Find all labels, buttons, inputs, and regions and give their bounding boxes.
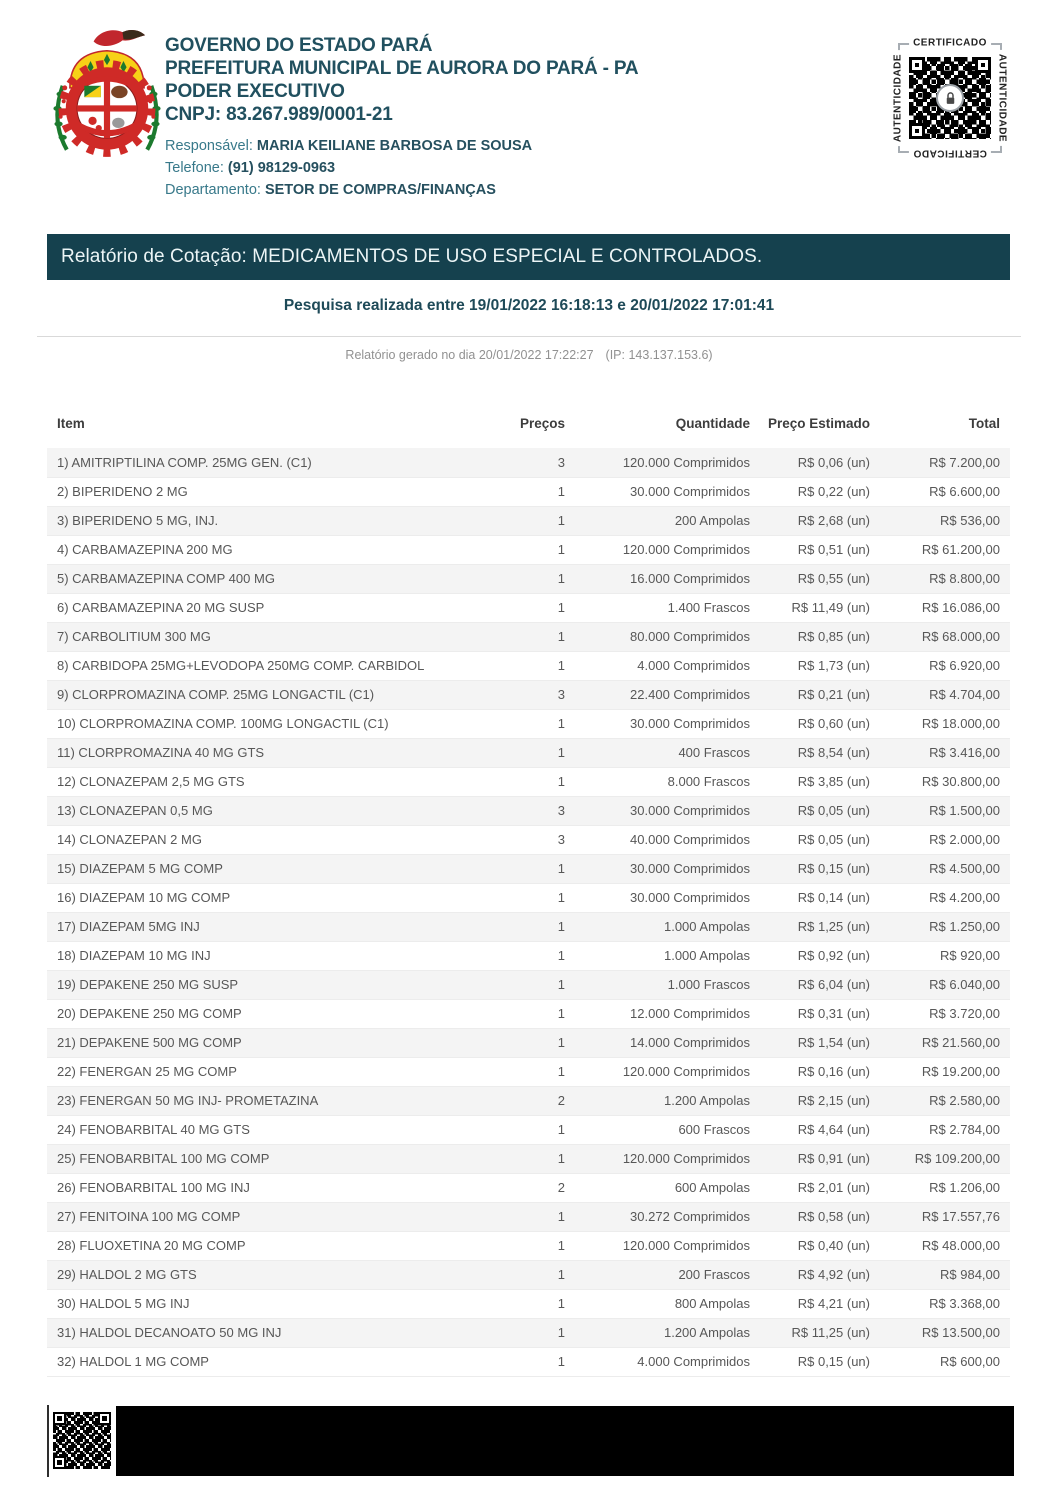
table-row bbox=[47, 1318, 1010, 1347]
contact-block bbox=[165, 135, 638, 201]
total-cell: R$ 984,00 bbox=[870, 1260, 1010, 1289]
quantity-cell: 22.400 Comprimidos bbox=[565, 680, 750, 709]
prices-cell: 2 bbox=[475, 1173, 565, 1202]
quantity-cell: 800 Ampolas bbox=[565, 1289, 750, 1318]
quantity-cell: 80.000 Comprimidos bbox=[565, 622, 750, 651]
table-row bbox=[47, 825, 1010, 854]
item-cell: 18) DIAZEPAM 10 MG INJ bbox=[47, 941, 475, 970]
footer-divider-line bbox=[47, 1405, 49, 1477]
table-row bbox=[47, 593, 1010, 622]
table-row bbox=[47, 535, 1010, 564]
unit-price-cell: R$ 1,54 (un) bbox=[750, 1028, 870, 1057]
quantity-cell: 12.000 Comprimidos bbox=[565, 999, 750, 1028]
unit-price-cell: R$ 2,01 (un) bbox=[750, 1173, 870, 1202]
unit-price-cell: R$ 0,92 (un) bbox=[750, 941, 870, 970]
table-row bbox=[47, 709, 1010, 738]
total-cell: R$ 1.250,00 bbox=[870, 912, 1010, 941]
table-row bbox=[47, 738, 1010, 767]
municipal-coat-of-arms-logo bbox=[50, 26, 164, 160]
item-cell: 17) DIAZEPAM 5MG INJ bbox=[47, 912, 475, 941]
total-cell: R$ 48.000,00 bbox=[870, 1231, 1010, 1260]
quantity-cell: 120.000 Comprimidos bbox=[565, 1144, 750, 1173]
quantity-cell: 30.272 Comprimidos bbox=[565, 1202, 750, 1231]
total-cell: R$ 4.200,00 bbox=[870, 883, 1010, 912]
quantity-cell: 4.000 Comprimidos bbox=[565, 651, 750, 680]
item-cell: 3) BIPERIDENO 5 MG, INJ. bbox=[47, 506, 475, 535]
table-row bbox=[47, 1115, 1010, 1144]
stamp-label-autenticidade-right: AUTENTICIDADE bbox=[997, 50, 1008, 146]
responsible-row bbox=[165, 135, 638, 157]
item-cell: 32) HALDOL 1 MG COMP bbox=[47, 1347, 475, 1376]
table-row bbox=[47, 1144, 1010, 1173]
table-row bbox=[47, 854, 1010, 883]
item-cell: 14) CLONAZEPAN 2 MG bbox=[47, 825, 475, 854]
organization-header bbox=[165, 34, 638, 201]
coat-of-arms-icon bbox=[50, 26, 164, 160]
item-cell: 20) DEPAKENE 250 MG COMP bbox=[47, 999, 475, 1028]
total-cell: R$ 6.040,00 bbox=[870, 970, 1010, 999]
item-cell: 16) DIAZEPAM 10 MG COMP bbox=[47, 883, 475, 912]
table-row bbox=[47, 912, 1010, 941]
prices-cell: 1 bbox=[475, 854, 565, 883]
total-cell: R$ 4.704,00 bbox=[870, 680, 1010, 709]
column-header-estimated-price: Preço Estimado bbox=[767, 415, 870, 431]
item-cell: 7) CARBOLITIUM 300 MG bbox=[47, 622, 475, 651]
quantity-cell: 16.000 Comprimidos bbox=[565, 564, 750, 593]
item-cell: 19) DEPAKENE 250 MG SUSP bbox=[47, 970, 475, 999]
unit-price-cell: R$ 0,91 (un) bbox=[750, 1144, 870, 1173]
table-row bbox=[47, 506, 1010, 535]
prices-cell: 1 bbox=[475, 1347, 565, 1376]
prices-cell: 2 bbox=[475, 1086, 565, 1115]
unit-price-cell: R$ 1,25 (un) bbox=[750, 912, 870, 941]
table-row bbox=[47, 564, 1010, 593]
total-cell: R$ 7.200,00 bbox=[870, 448, 1010, 477]
total-cell: R$ 21.560,00 bbox=[870, 1028, 1010, 1057]
quantity-cell: 120.000 Comprimidos bbox=[565, 1231, 750, 1260]
item-cell: 13) CLONAZEPAN 0,5 MG bbox=[47, 796, 475, 825]
total-cell: R$ 8.800,00 bbox=[870, 564, 1010, 593]
prices-cell: 1 bbox=[475, 1115, 565, 1144]
item-cell: 1) AMITRIPTILINA COMP. 25MG GEN. (C1) bbox=[47, 448, 475, 477]
quantity-cell: 1.400 Frascos bbox=[565, 593, 750, 622]
responsible-value: MARIA KEILIANE BARBOSA DE SOUSA bbox=[256, 138, 533, 154]
unit-price-cell: R$ 2,15 (un) bbox=[750, 1086, 870, 1115]
column-header-prices: Preços bbox=[519, 415, 565, 431]
total-cell: R$ 6.920,00 bbox=[870, 651, 1010, 680]
unit-price-cell: R$ 0,51 (un) bbox=[750, 535, 870, 564]
prices-cell: 1 bbox=[475, 999, 565, 1028]
table-row bbox=[47, 651, 1010, 680]
quantity-cell: 30.000 Comprimidos bbox=[565, 796, 750, 825]
table-row bbox=[47, 1086, 1010, 1115]
table-row bbox=[47, 1173, 1010, 1202]
prices-cell: 3 bbox=[475, 448, 565, 477]
unit-price-cell: R$ 4,21 (un) bbox=[750, 1289, 870, 1318]
quantity-cell: 40.000 Comprimidos bbox=[565, 825, 750, 854]
item-cell: 31) HALDOL DECANOATO 50 MG INJ bbox=[47, 1318, 475, 1347]
total-cell: R$ 536,00 bbox=[870, 506, 1010, 535]
prices-cell: 1 bbox=[475, 651, 565, 680]
prices-cell: 1 bbox=[475, 970, 565, 999]
phone-row bbox=[165, 157, 638, 179]
quote-table-body bbox=[47, 448, 1010, 1376]
quantity-cell: 14.000 Comprimidos bbox=[565, 1028, 750, 1057]
prices-cell: 1 bbox=[475, 1289, 565, 1318]
total-cell: R$ 61.200,00 bbox=[870, 535, 1010, 564]
total-cell: R$ 920,00 bbox=[870, 941, 1010, 970]
quantity-cell: 4.000 Comprimidos bbox=[565, 1347, 750, 1376]
unit-price-cell: R$ 0,15 (un) bbox=[750, 1347, 870, 1376]
quantity-cell: 120.000 Comprimidos bbox=[565, 1057, 750, 1086]
quantity-cell: 200 Frascos bbox=[565, 1260, 750, 1289]
item-cell: 27) FENITOINA 100 MG COMP bbox=[47, 1202, 475, 1231]
prices-cell: 1 bbox=[475, 564, 565, 593]
prices-cell: 1 bbox=[475, 535, 565, 564]
unit-price-cell: R$ 0,22 (un) bbox=[750, 477, 870, 506]
item-cell: 29) HALDOL 2 MG GTS bbox=[47, 1260, 475, 1289]
quotation-table bbox=[47, 398, 1010, 1377]
survey-period: Pesquisa realizada entre 19/01/2022 16:18:13 e 20/01/2022 17:01:41 bbox=[283, 297, 775, 314]
unit-price-cell: R$ 4,64 (un) bbox=[750, 1115, 870, 1144]
unit-price-cell: R$ 0,14 (un) bbox=[750, 883, 870, 912]
prices-cell: 1 bbox=[475, 767, 565, 796]
divider-line bbox=[37, 336, 1021, 337]
total-cell: R$ 6.600,00 bbox=[870, 477, 1010, 506]
item-cell: 2) BIPERIDENO 2 MG bbox=[47, 477, 475, 506]
unit-price-cell: R$ 0,58 (un) bbox=[750, 1202, 870, 1231]
quantity-cell: 1.000 Frascos bbox=[565, 970, 750, 999]
footer-qr-code bbox=[53, 1412, 111, 1469]
total-cell: R$ 13.500,00 bbox=[870, 1318, 1010, 1347]
unit-price-cell: R$ 0,40 (un) bbox=[750, 1231, 870, 1260]
org-line-cnpj: CNPJ: 83.267.989/0001-21 bbox=[165, 104, 393, 125]
unit-price-cell: R$ 4,92 (un) bbox=[750, 1260, 870, 1289]
quantity-cell: 200 Ampolas bbox=[565, 506, 750, 535]
stamp-label-certificado-bottom: CERTIFICADO bbox=[909, 148, 991, 159]
prices-cell: 1 bbox=[475, 593, 565, 622]
total-cell: R$ 2.784,00 bbox=[870, 1115, 1010, 1144]
total-cell: R$ 600,00 bbox=[870, 1347, 1010, 1376]
unit-price-cell: R$ 0,16 (un) bbox=[750, 1057, 870, 1086]
certification-stamp bbox=[886, 33, 1014, 163]
prices-cell: 1 bbox=[475, 738, 565, 767]
unit-price-cell: R$ 11,49 (un) bbox=[750, 593, 870, 622]
prices-cell: 1 bbox=[475, 1318, 565, 1347]
table-row bbox=[47, 999, 1010, 1028]
unit-price-cell: R$ 6,04 (un) bbox=[750, 970, 870, 999]
total-cell: R$ 2.000,00 bbox=[870, 825, 1010, 854]
quantity-cell: 30.000 Comprimidos bbox=[565, 883, 750, 912]
item-cell: 15) DIAZEPAM 5 MG COMP bbox=[47, 854, 475, 883]
item-cell: 28) FLUOXETINA 20 MG COMP bbox=[47, 1231, 475, 1260]
prices-cell: 3 bbox=[475, 825, 565, 854]
unit-price-cell: R$ 0,31 (un) bbox=[750, 999, 870, 1028]
table-row bbox=[47, 941, 1010, 970]
prices-cell: 1 bbox=[475, 1028, 565, 1057]
prices-cell: 1 bbox=[475, 1202, 565, 1231]
table-row bbox=[47, 1347, 1010, 1376]
org-line-branch: PODER EXECUTIVO bbox=[165, 81, 345, 102]
generated-ip: (IP: 143.137.153.6) bbox=[605, 348, 713, 362]
table-row bbox=[47, 1260, 1010, 1289]
item-cell: 9) CLORPROMAZINA COMP. 25MG LONGACTIL (C1) bbox=[47, 680, 475, 709]
item-cell: 26) FENOBARBITAL 100 MG INJ bbox=[47, 1173, 475, 1202]
unit-price-cell: R$ 2,68 (un) bbox=[750, 506, 870, 535]
report-title: Relatório de Cotação: MEDICAMENTOS DE USO ESPECIAL E CONTROLADOS. bbox=[61, 246, 763, 267]
item-cell: 21) DEPAKENE 500 MG COMP bbox=[47, 1028, 475, 1057]
prices-cell: 1 bbox=[475, 912, 565, 941]
table-row bbox=[47, 767, 1010, 796]
item-cell: 8) CARBIDOPA 25MG+LEVODOPA 250MG COMP. CARBIDOL bbox=[47, 651, 475, 680]
stamp-label-certificado-top: CERTIFICADO bbox=[909, 38, 991, 49]
table-row bbox=[47, 477, 1010, 506]
item-cell: 12) CLONAZEPAM 2,5 MG GTS bbox=[47, 767, 475, 796]
unit-price-cell: R$ 11,25 (un) bbox=[750, 1318, 870, 1347]
table-row bbox=[47, 622, 1010, 651]
quantity-cell: 8.000 Frascos bbox=[565, 767, 750, 796]
unit-price-cell: R$ 8,54 (un) bbox=[750, 738, 870, 767]
total-cell: R$ 4.500,00 bbox=[870, 854, 1010, 883]
quantity-cell: 120.000 Comprimidos bbox=[565, 535, 750, 564]
phone-label: Telefone: bbox=[165, 160, 224, 176]
phone-value: (91) 98129-0963 bbox=[227, 160, 336, 176]
unit-price-cell: R$ 0,05 (un) bbox=[750, 796, 870, 825]
item-cell: 24) FENOBARBITAL 40 MG GTS bbox=[47, 1115, 475, 1144]
total-cell: R$ 16.086,00 bbox=[870, 593, 1010, 622]
generated-line bbox=[0, 348, 1058, 362]
table-row bbox=[47, 448, 1010, 477]
department-value: SETOR DE COMPRAS/FINANÇAS bbox=[264, 182, 496, 198]
department-label: Departamento: bbox=[165, 182, 261, 198]
table-row bbox=[47, 680, 1010, 709]
report-title-bar bbox=[47, 234, 1010, 280]
prices-cell: 3 bbox=[475, 796, 565, 825]
total-cell: R$ 3.720,00 bbox=[870, 999, 1010, 1028]
lock-icon bbox=[936, 84, 964, 112]
responsible-label: Responsável: bbox=[165, 138, 253, 154]
item-cell: 30) HALDOL 5 MG INJ bbox=[47, 1289, 475, 1318]
total-cell: R$ 3.416,00 bbox=[870, 738, 1010, 767]
total-cell: R$ 109.200,00 bbox=[870, 1144, 1010, 1173]
item-cell: 4) CARBAMAZEPINA 200 MG bbox=[47, 535, 475, 564]
prices-cell: 1 bbox=[475, 506, 565, 535]
unit-price-cell: R$ 0,06 (un) bbox=[750, 448, 870, 477]
quantity-cell: 1.000 Ampolas bbox=[565, 912, 750, 941]
table-row bbox=[47, 970, 1010, 999]
total-cell: R$ 3.368,00 bbox=[870, 1289, 1010, 1318]
prices-cell: 1 bbox=[475, 1144, 565, 1173]
total-cell: R$ 19.200,00 bbox=[870, 1057, 1010, 1086]
total-cell: R$ 30.800,00 bbox=[870, 767, 1010, 796]
prices-cell: 1 bbox=[475, 1057, 565, 1086]
column-header-item: Item bbox=[57, 415, 85, 431]
item-cell: 22) FENERGAN 25 MG COMP bbox=[47, 1057, 475, 1086]
prices-cell: 1 bbox=[475, 709, 565, 738]
redacted-footer-bar bbox=[116, 1406, 1014, 1476]
stamp-label-autenticidade-left: AUTENTICIDADE bbox=[893, 50, 904, 146]
item-cell: 5) CARBAMAZEPINA COMP 400 MG bbox=[47, 564, 475, 593]
column-header-total: Total bbox=[968, 415, 1000, 431]
total-cell: R$ 1.500,00 bbox=[870, 796, 1010, 825]
quantity-cell: 30.000 Comprimidos bbox=[565, 854, 750, 883]
org-line-municipality: PREFEITURA MUNICIPAL DE AURORA DO PARÁ - PA bbox=[165, 58, 639, 79]
unit-price-cell: R$ 3,85 (un) bbox=[750, 767, 870, 796]
total-cell: R$ 18.000,00 bbox=[870, 709, 1010, 738]
quantity-cell: 600 Ampolas bbox=[565, 1173, 750, 1202]
quantity-cell: 30.000 Comprimidos bbox=[565, 477, 750, 506]
item-cell: 23) FENERGAN 50 MG INJ- PROMETAZINA bbox=[47, 1086, 475, 1115]
table-row bbox=[47, 883, 1010, 912]
quantity-cell: 1.200 Ampolas bbox=[565, 1318, 750, 1347]
total-cell: R$ 68.000,00 bbox=[870, 622, 1010, 651]
total-cell: R$ 1.206,00 bbox=[870, 1173, 1010, 1202]
table-row bbox=[47, 796, 1010, 825]
table-row bbox=[47, 1057, 1010, 1086]
quantity-cell: 600 Frascos bbox=[565, 1115, 750, 1144]
unit-price-cell: R$ 0,60 (un) bbox=[750, 709, 870, 738]
department-row bbox=[165, 179, 638, 201]
table-row bbox=[47, 1028, 1010, 1057]
table-row bbox=[47, 1202, 1010, 1231]
generated-timestamp: Relatório gerado no dia 20/01/2022 17:22:27 bbox=[345, 348, 594, 362]
org-line-government: GOVERNO DO ESTADO PARÁ bbox=[165, 35, 433, 56]
total-cell: R$ 2.580,00 bbox=[870, 1086, 1010, 1115]
prices-cell: 1 bbox=[475, 477, 565, 506]
prices-cell: 1 bbox=[475, 1231, 565, 1260]
prices-cell: 1 bbox=[475, 1260, 565, 1289]
quantity-cell: 1.000 Ampolas bbox=[565, 941, 750, 970]
quantity-cell: 1.200 Ampolas bbox=[565, 1086, 750, 1115]
prices-cell: 1 bbox=[475, 622, 565, 651]
total-cell: R$ 17.557,76 bbox=[870, 1202, 1010, 1231]
quantity-cell: 120.000 Comprimidos bbox=[565, 448, 750, 477]
item-cell: 11) CLORPROMAZINA 40 MG GTS bbox=[47, 738, 475, 767]
table-row bbox=[47, 1289, 1010, 1318]
unit-price-cell: R$ 1,73 (un) bbox=[750, 651, 870, 680]
prices-cell: 1 bbox=[475, 941, 565, 970]
unit-price-cell: R$ 0,05 (un) bbox=[750, 825, 870, 854]
item-cell: 25) FENOBARBITAL 100 MG COMP bbox=[47, 1144, 475, 1173]
unit-price-cell: R$ 0,15 (un) bbox=[750, 854, 870, 883]
item-cell: 10) CLORPROMAZINA COMP. 100MG LONGACTIL (C1) bbox=[47, 709, 475, 738]
table-header bbox=[47, 398, 1010, 448]
unit-price-cell: R$ 0,21 (un) bbox=[750, 680, 870, 709]
prices-cell: 3 bbox=[475, 680, 565, 709]
column-header-quantity: Quantidade bbox=[675, 415, 750, 431]
table-row bbox=[47, 1231, 1010, 1260]
authenticity-qr-code bbox=[909, 57, 991, 139]
quantity-cell: 30.000 Comprimidos bbox=[565, 709, 750, 738]
unit-price-cell: R$ 0,85 (un) bbox=[750, 622, 870, 651]
quantity-cell: 400 Frascos bbox=[565, 738, 750, 767]
prices-cell: 1 bbox=[475, 883, 565, 912]
item-cell: 6) CARBAMAZEPINA 20 MG SUSP bbox=[47, 593, 475, 622]
unit-price-cell: R$ 0,55 (un) bbox=[750, 564, 870, 593]
